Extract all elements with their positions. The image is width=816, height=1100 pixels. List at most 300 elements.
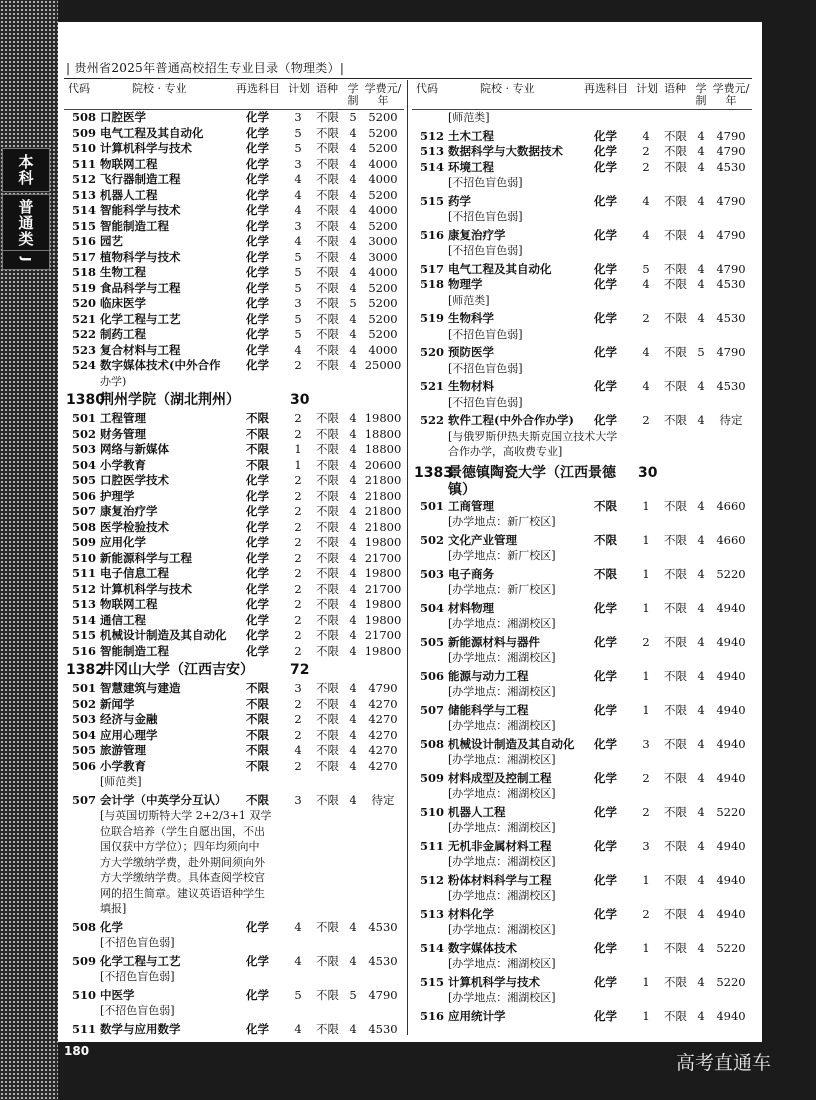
language: 不限 bbox=[316, 473, 339, 487]
study-length: 4 bbox=[697, 413, 705, 427]
language: 不限 bbox=[664, 277, 687, 291]
major-name: 药学 bbox=[448, 193, 471, 208]
major-name: 护理学 bbox=[100, 488, 135, 503]
required-subject: 化学 bbox=[246, 125, 269, 140]
language: 不限 bbox=[664, 736, 687, 751]
major-name: 新能源科学与工程 bbox=[100, 550, 192, 565]
required-subject: 化学 bbox=[246, 504, 269, 518]
plan-count: 2 bbox=[294, 712, 302, 726]
plan-count: 1 bbox=[642, 498, 650, 513]
major-code: 501 bbox=[72, 681, 97, 695]
major-note: [不招色盲色弱] bbox=[448, 361, 523, 375]
required-subject: 化学 bbox=[594, 804, 617, 819]
study-length: 4 bbox=[697, 227, 705, 242]
study-length: 4 bbox=[349, 643, 357, 658]
tuition-fee: 5220 bbox=[716, 566, 746, 581]
major-code: 519 bbox=[72, 280, 97, 295]
plan-count: 1 bbox=[642, 532, 650, 547]
language: 不限 bbox=[664, 227, 687, 242]
major-code: 507 bbox=[420, 702, 445, 717]
school-heading bbox=[64, 659, 404, 681]
plan-count: 2 bbox=[294, 535, 302, 549]
language: 不限 bbox=[316, 296, 339, 310]
major-name: 粉体材料科学与工程 bbox=[448, 872, 552, 887]
study-length: 4 bbox=[349, 628, 357, 642]
plan-count: 4 bbox=[294, 919, 302, 934]
major-code: 522 bbox=[72, 327, 97, 341]
catalog-page bbox=[58, 22, 762, 1042]
plan-count: 4 bbox=[294, 203, 302, 217]
study-length: 4 bbox=[349, 426, 357, 441]
required-subject: 化学 bbox=[246, 581, 269, 596]
study-length: 4 bbox=[349, 172, 357, 186]
table-row bbox=[412, 567, 752, 583]
major-note: 国仅获中方学位）；四年均须向中 bbox=[100, 840, 260, 853]
table-row bbox=[64, 712, 404, 728]
tuition-fee: 4660 bbox=[716, 498, 746, 513]
tuition-fee: 4940 bbox=[716, 838, 746, 853]
plan-count: 5 bbox=[294, 280, 302, 295]
major-code: 508 bbox=[420, 736, 445, 751]
plan-count: 2 bbox=[294, 612, 302, 627]
tuition-fee: 4270 bbox=[368, 696, 398, 711]
major-code: 522 bbox=[420, 413, 445, 427]
table-row bbox=[64, 296, 404, 312]
tuition-fee: 5200 bbox=[368, 327, 398, 341]
col-header-lang: 语种 bbox=[316, 82, 338, 95]
required-subject: 化学 bbox=[246, 110, 269, 124]
major-note: [办学地点：新厂校区] bbox=[448, 549, 556, 562]
tuition-fee: 5200 bbox=[368, 296, 398, 310]
tuition-fee: 4790 bbox=[716, 193, 746, 208]
plan-count: 2 bbox=[294, 727, 302, 742]
table-row bbox=[64, 327, 404, 343]
study-length: 4 bbox=[697, 838, 705, 853]
major-code: 518 bbox=[72, 265, 97, 279]
required-subject: 不限 bbox=[246, 442, 269, 456]
major-code: 509 bbox=[72, 953, 97, 968]
plan-count: 2 bbox=[294, 643, 302, 658]
major-name: 物理学 bbox=[448, 277, 483, 291]
major-code: 508 bbox=[72, 919, 97, 934]
major-code: 511 bbox=[72, 1021, 97, 1036]
plan-count: 4 bbox=[642, 277, 650, 291]
major-name: 机器人工程 bbox=[448, 804, 506, 819]
study-length: 4 bbox=[349, 488, 357, 503]
table-row bbox=[64, 988, 404, 1004]
plan-count: 2 bbox=[294, 566, 302, 580]
study-length: 4 bbox=[697, 668, 705, 683]
tuition-fee: 4940 bbox=[716, 906, 746, 921]
major-code: 516 bbox=[72, 234, 97, 248]
major-name: 临床医学 bbox=[100, 296, 146, 310]
table-row bbox=[412, 160, 752, 176]
study-length: 4 bbox=[349, 681, 357, 695]
table-row bbox=[64, 793, 404, 809]
table-row bbox=[64, 141, 404, 157]
language: 不限 bbox=[664, 311, 687, 325]
language: 不限 bbox=[316, 550, 339, 565]
table-row bbox=[412, 379, 752, 395]
table-row bbox=[64, 219, 404, 235]
tuition-fee: 5200 bbox=[368, 125, 398, 140]
major-code: 506 bbox=[420, 668, 445, 683]
required-subject: 化学 bbox=[594, 974, 617, 989]
plan-count: 2 bbox=[642, 311, 650, 325]
tuition-fee: 4530 bbox=[716, 379, 746, 393]
language: 不限 bbox=[664, 379, 687, 393]
major-code: 514 bbox=[420, 159, 445, 174]
required-subject: 化学 bbox=[594, 144, 617, 158]
table-row bbox=[412, 228, 752, 244]
required-subject: 化学 bbox=[246, 987, 269, 1002]
required-subject: 化学 bbox=[246, 280, 269, 295]
major-code: 512 bbox=[420, 872, 445, 887]
language: 不限 bbox=[664, 193, 687, 208]
plan-count: 2 bbox=[294, 550, 302, 565]
study-length: 4 bbox=[697, 144, 705, 158]
major-name: 能源与动力工程 bbox=[448, 668, 529, 683]
major-code: 508 bbox=[72, 110, 97, 124]
table-row bbox=[64, 920, 404, 936]
major-code: 511 bbox=[420, 838, 445, 853]
plan-count: 2 bbox=[294, 473, 302, 487]
major-name: 储能科学与工程 bbox=[448, 702, 529, 717]
plan-count: 2 bbox=[294, 628, 302, 642]
major-code: 509 bbox=[72, 535, 97, 549]
table-row bbox=[64, 628, 404, 644]
plan-count: 4 bbox=[294, 234, 302, 248]
tuition-fee: 4530 bbox=[368, 1021, 398, 1036]
plan-count: 4 bbox=[294, 743, 302, 757]
major-code: 512 bbox=[420, 128, 445, 143]
table-row bbox=[64, 644, 404, 660]
major-code: 509 bbox=[420, 770, 445, 785]
language: 不限 bbox=[316, 187, 339, 202]
table-row bbox=[412, 737, 752, 753]
table-row bbox=[412, 907, 752, 923]
major-name: 工程管理 bbox=[100, 411, 146, 425]
col-header-fee: 学费元/年 bbox=[364, 82, 402, 107]
major-code: 519 bbox=[420, 311, 445, 325]
table-row bbox=[412, 805, 752, 821]
col-header-subject: 再选科目 bbox=[584, 82, 628, 95]
col-header-length: 学制 bbox=[347, 82, 359, 107]
major-note: [办学地点：湘湖校区] bbox=[448, 787, 556, 800]
required-subject: 化学 bbox=[246, 141, 269, 155]
table-row bbox=[64, 126, 404, 142]
col-header-fee: 学费元/年 bbox=[712, 82, 750, 107]
plan-count: 1 bbox=[642, 702, 650, 717]
language: 不限 bbox=[664, 566, 687, 581]
major-name: 经济与金融 bbox=[100, 712, 158, 726]
tuition-fee: 4270 bbox=[368, 727, 398, 742]
table-row bbox=[64, 458, 404, 474]
required-subject: 化学 bbox=[594, 770, 617, 785]
major-name: 新能源材料与器件 bbox=[448, 634, 540, 649]
table-row bbox=[64, 551, 404, 567]
language: 不限 bbox=[316, 488, 339, 503]
tuition-fee: 25000 bbox=[364, 358, 402, 372]
language: 不限 bbox=[316, 504, 339, 518]
required-subject: 不限 bbox=[246, 712, 269, 726]
study-length: 4 bbox=[349, 234, 357, 248]
language: 不限 bbox=[664, 838, 687, 853]
major-code: 515 bbox=[72, 628, 97, 642]
major-name: 智能制造工程 bbox=[100, 643, 169, 658]
study-length: 4 bbox=[697, 906, 705, 921]
major-name: 小学教育 bbox=[100, 457, 146, 472]
tuition-fee: 4000 bbox=[368, 203, 398, 217]
tuition-fee: 3000 bbox=[368, 234, 398, 248]
language: 不限 bbox=[316, 566, 339, 580]
col-header-name: 院校 · 专业 bbox=[132, 82, 187, 95]
required-subject: 化学 bbox=[246, 156, 269, 171]
tuition-fee: 4940 bbox=[716, 872, 746, 887]
major-note: [办学地点：湘湖校区] bbox=[448, 957, 556, 970]
study-length: 4 bbox=[349, 411, 357, 425]
col-header-name: 院校 · 专业 bbox=[480, 82, 535, 95]
language: 不限 bbox=[316, 426, 339, 441]
required-subject: 化学 bbox=[246, 1021, 269, 1036]
language: 不限 bbox=[664, 974, 687, 989]
tuition-fee: 4790 bbox=[368, 681, 398, 695]
plan-count: 2 bbox=[294, 488, 302, 503]
major-note: 办学) bbox=[100, 374, 127, 388]
required-subject: 不限 bbox=[246, 696, 269, 711]
required-subject: 不限 bbox=[246, 457, 269, 472]
tuition-fee: 4790 bbox=[368, 987, 398, 1002]
tuition-fee: 4940 bbox=[716, 634, 746, 649]
major-code: 510 bbox=[72, 550, 97, 565]
plan-count: 5 bbox=[294, 987, 302, 1002]
major-code: 521 bbox=[72, 311, 97, 326]
major-code: 505 bbox=[420, 634, 445, 649]
language: 不限 bbox=[664, 634, 687, 649]
tuition-fee: 20600 bbox=[364, 457, 402, 472]
plan-count: 4 bbox=[642, 128, 650, 143]
study-length: 4 bbox=[349, 758, 357, 773]
language: 不限 bbox=[664, 345, 687, 359]
major-name: 物联网工程 bbox=[100, 597, 158, 611]
major-note: [不招色盲色弱] bbox=[448, 327, 523, 341]
study-length: 4 bbox=[349, 743, 357, 757]
required-subject: 化学 bbox=[594, 600, 617, 615]
school-code: 1380 bbox=[66, 392, 105, 408]
required-subject: 不限 bbox=[246, 426, 269, 441]
major-note: [办学地点：湘湖校区] bbox=[448, 685, 556, 698]
major-code: 511 bbox=[72, 566, 97, 580]
table-row bbox=[64, 504, 404, 520]
table-row bbox=[64, 597, 404, 613]
col-header-code: 代码 bbox=[68, 82, 90, 95]
required-subject: 化学 bbox=[594, 702, 617, 717]
major-note: [师范类] bbox=[448, 293, 490, 307]
table-row bbox=[64, 489, 404, 505]
plan-count: 3 bbox=[294, 156, 302, 171]
required-subject: 不限 bbox=[246, 681, 269, 695]
tuition-fee: 4660 bbox=[716, 532, 746, 547]
required-subject: 化学 bbox=[246, 296, 269, 310]
language: 不限 bbox=[664, 1008, 687, 1023]
tuition-fee: 5220 bbox=[716, 974, 746, 989]
table-row bbox=[412, 669, 752, 685]
language: 不限 bbox=[316, 110, 339, 124]
table-row bbox=[64, 110, 404, 126]
major-note: [办学地点：湘湖校区] bbox=[448, 991, 556, 1004]
major-code: 503 bbox=[72, 712, 97, 726]
table-row bbox=[64, 411, 404, 427]
major-code: 507 bbox=[72, 504, 97, 518]
required-subject: 化学 bbox=[594, 872, 617, 887]
plan-count: 2 bbox=[294, 504, 302, 518]
required-subject: 化学 bbox=[594, 634, 617, 649]
major-name: 财务管理 bbox=[100, 426, 146, 441]
major-name: 康复治疗学 bbox=[448, 227, 506, 242]
required-subject: 化学 bbox=[246, 566, 269, 580]
col-header-code: 代码 bbox=[416, 82, 438, 95]
tuition-fee: 4000 bbox=[368, 265, 398, 279]
table-row bbox=[64, 312, 404, 328]
language: 不限 bbox=[664, 600, 687, 615]
col-header-plan: 计划 bbox=[636, 82, 658, 95]
required-subject: 化学 bbox=[246, 488, 269, 503]
tuition-fee: 5200 bbox=[368, 187, 398, 202]
major-note: [办学地点：新厂校区] bbox=[448, 515, 556, 528]
side-tab-undergrad: 本科 bbox=[2, 148, 50, 192]
major-name: 口腔医学技术 bbox=[100, 473, 169, 487]
tuition-fee: 21800 bbox=[364, 504, 402, 518]
plan-count: 2 bbox=[294, 519, 302, 534]
required-subject: 化学 bbox=[594, 159, 617, 174]
table-row bbox=[64, 743, 404, 759]
language: 不限 bbox=[316, 342, 339, 357]
language: 不限 bbox=[316, 612, 339, 627]
major-note: [办学地点：湘湖校区] bbox=[448, 821, 556, 834]
major-code: 508 bbox=[72, 519, 97, 534]
study-length: 4 bbox=[697, 311, 705, 325]
plan-count: 2 bbox=[642, 144, 650, 158]
tuition-fee: 4940 bbox=[716, 736, 746, 751]
major-code: 517 bbox=[72, 249, 97, 264]
study-length: 4 bbox=[697, 804, 705, 819]
study-length: 4 bbox=[349, 792, 357, 807]
plan-count: 4 bbox=[294, 1021, 302, 1036]
side-tab-letter: J bbox=[2, 250, 50, 270]
plan-count: 2 bbox=[642, 159, 650, 174]
major-name: 制药工程 bbox=[100, 327, 146, 341]
plan-count: 4 bbox=[294, 172, 302, 186]
major-name: 智慧建筑与建造 bbox=[100, 681, 181, 695]
tuition-fee: 5200 bbox=[368, 141, 398, 155]
right-column bbox=[412, 80, 752, 1024]
required-subject: 化学 bbox=[594, 345, 617, 359]
major-name: 机械设计制造及其自动化 bbox=[448, 736, 575, 751]
language: 不限 bbox=[316, 234, 339, 248]
plan-count: 2 bbox=[642, 906, 650, 921]
major-note: [不招色盲色弱] bbox=[448, 210, 523, 223]
table-row bbox=[64, 442, 404, 458]
plan-count: 1 bbox=[642, 600, 650, 615]
study-length: 4 bbox=[697, 498, 705, 513]
major-note: 方大学缴纳学费，赴外期间须向外 bbox=[100, 855, 265, 869]
major-code: 516 bbox=[72, 643, 97, 658]
major-name: 计算机科学与技术 bbox=[448, 974, 540, 989]
required-subject: 化学 bbox=[246, 919, 269, 934]
required-subject: 化学 bbox=[594, 193, 617, 208]
language: 不限 bbox=[316, 172, 339, 186]
major-name: 中医学 bbox=[100, 987, 135, 1002]
table-row bbox=[64, 681, 404, 697]
tuition-fee: 5200 bbox=[368, 218, 398, 233]
tuition-fee: 5200 bbox=[368, 280, 398, 295]
major-name: 口腔医学 bbox=[100, 110, 146, 124]
side-tab-general: 普通类 bbox=[2, 194, 50, 252]
required-subject: 不限 bbox=[594, 566, 617, 581]
table-row bbox=[412, 1009, 752, 1025]
study-length: 4 bbox=[697, 974, 705, 989]
study-length: 5 bbox=[349, 110, 357, 124]
table-row bbox=[412, 144, 752, 160]
table-row bbox=[64, 358, 404, 374]
brand-watermark: 高考直通车 bbox=[676, 1052, 772, 1074]
language: 不限 bbox=[316, 358, 339, 372]
major-code: 513 bbox=[420, 906, 445, 921]
study-length: 4 bbox=[349, 203, 357, 217]
tuition-fee: 19800 bbox=[364, 612, 402, 627]
study-length: 4 bbox=[697, 379, 705, 393]
school-heading bbox=[64, 389, 404, 411]
major-code: 501 bbox=[72, 411, 97, 425]
table-row bbox=[412, 345, 752, 361]
major-name: 化学 bbox=[100, 919, 123, 934]
col-header-subject: 再选科目 bbox=[236, 82, 280, 95]
major-note: [不招色盲色弱] bbox=[448, 395, 523, 409]
major-name: 新闻学 bbox=[100, 696, 135, 711]
page-number: 180 bbox=[64, 1044, 90, 1058]
plan-count: 2 bbox=[294, 411, 302, 425]
required-subject: 化学 bbox=[594, 277, 617, 291]
tuition-fee: 4530 bbox=[716, 277, 746, 291]
plan-count: 5 bbox=[294, 249, 302, 264]
tuition-fee: 19800 bbox=[364, 411, 402, 425]
tuition-fee: 4270 bbox=[368, 712, 398, 726]
major-note: [不招色盲色弱] bbox=[448, 244, 523, 257]
language: 不限 bbox=[316, 311, 339, 326]
study-length: 4 bbox=[349, 442, 357, 456]
tuition-fee: 5220 bbox=[716, 804, 746, 819]
major-code: 520 bbox=[420, 345, 445, 359]
study-length: 4 bbox=[697, 277, 705, 291]
tuition-fee: 19800 bbox=[364, 566, 402, 580]
study-length: 4 bbox=[349, 327, 357, 341]
table-row bbox=[64, 613, 404, 629]
study-length: 4 bbox=[349, 1021, 357, 1036]
major-name: 生物工程 bbox=[100, 265, 146, 279]
table-row bbox=[64, 728, 404, 744]
major-name: 电气工程及其自动化 bbox=[448, 261, 552, 276]
table-row bbox=[64, 203, 404, 219]
required-subject: 不限 bbox=[594, 498, 617, 513]
language: 不限 bbox=[316, 743, 339, 757]
major-code: 507 bbox=[72, 792, 97, 807]
study-length: 4 bbox=[349, 727, 357, 742]
required-subject: 化学 bbox=[594, 1008, 617, 1023]
required-subject: 化学 bbox=[246, 358, 269, 372]
table-row bbox=[412, 839, 752, 855]
table-row bbox=[412, 601, 752, 617]
major-code: 524 bbox=[72, 358, 97, 372]
